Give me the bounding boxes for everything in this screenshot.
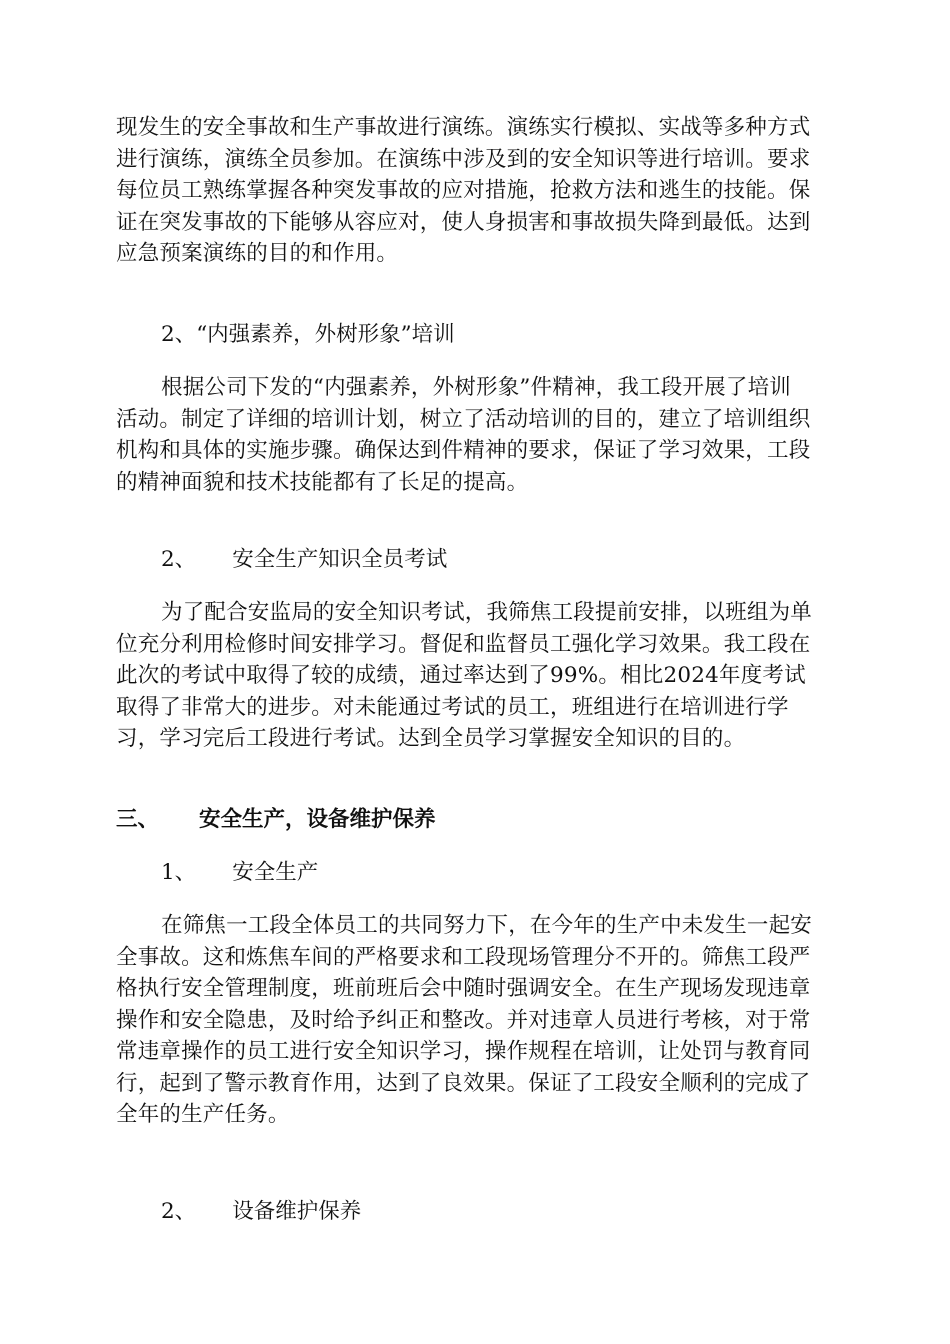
paragraph-exam xyxy=(116,597,834,755)
chapter-number: 三、 xyxy=(116,807,160,832)
text-line: 格执行安全管理制度，班前班后会中随时强调安全。在生产现场发现违章 xyxy=(116,976,811,1001)
text-line: 进行演练，演练全员参加。在演练中涉及到的安全知识等进行培训。要求 xyxy=(116,146,811,172)
text-line: 每位员工熟练掌握各种突发事故的应对措施，抢救方法和逃生的技能。保 xyxy=(116,178,811,203)
section-title: 安全生产知识全员考试 xyxy=(232,547,448,572)
section-title: 安全生产 xyxy=(232,860,319,885)
text-line: 根据公司下发的“内强素养，外树形象”件精神，我工段开展了培训 xyxy=(161,375,791,400)
section-heading-training xyxy=(161,319,455,351)
text-line: 应急预案演练的目的和作用。 xyxy=(116,241,399,266)
section-number: 1、 xyxy=(161,860,197,885)
chapter-heading-safety-maintenance xyxy=(116,804,436,836)
text-line: 机构和具体的实施步骤。确保达到件精神的要求，保证了学习效果，工段 xyxy=(116,438,811,463)
text-line: 常违章操作的员工进行安全知识学习，操作规程在培训，让处罚与教育同 xyxy=(116,1039,811,1064)
section-heading-exam xyxy=(161,544,447,576)
section-number: 2、 xyxy=(161,322,197,347)
section-number: 2、 xyxy=(161,1199,197,1224)
text-line: 操作和安全隐患，及时给予纠正和整改。并对违章人员进行考核，对于常 xyxy=(116,1007,811,1033)
text-line: 此次的考试中取得了较的成绩，通过率达到了99%。相比2024年度考试 xyxy=(116,663,806,688)
section-title: “内强素养，外树形象”培训 xyxy=(196,322,455,347)
paragraph-training xyxy=(116,372,834,498)
text-line: 全年的生产任务。 xyxy=(116,1102,290,1127)
paragraph-safe-production xyxy=(116,910,834,1131)
section-title: 设备维护保养 xyxy=(232,1199,362,1224)
section-heading-equipment-maintenance xyxy=(161,1196,361,1228)
chapter-title: 安全生产，设备维护保养 xyxy=(199,807,436,832)
text-line: 取得了非常大的进步。对未能通过考试的员工，班组进行在培训进行学 xyxy=(116,694,789,720)
section-heading-safe-production xyxy=(161,857,318,889)
text-line: 行，起到了警示教育作用，达到了良效果。保证了工段安全顺利的完成了 xyxy=(116,1070,811,1096)
paragraph-emergency-drill xyxy=(116,112,834,270)
text-line: 习，学习完后工段进行考试。达到全员学习掌握安全知识的目的。 xyxy=(116,726,746,751)
text-line: 的精神面貌和技术技能都有了长足的提高。 xyxy=(116,469,529,495)
text-line: 位充分利用检修时间安排学习。督促和监督员工强化学习效果。我工段在 xyxy=(116,631,811,657)
text-line: 证在突发事故的下能够从容应对，使人身损害和事故损失降到最低。达到 xyxy=(116,209,811,235)
text-line: 活动。制定了详细的培训计划，树立了活动培训的目的，建立了培训组织 xyxy=(116,406,811,432)
text-line: 现发生的安全事故和生产事故进行演练。演练实行模拟、实战等多种方式 xyxy=(116,115,811,140)
section-number: 2、 xyxy=(161,547,197,572)
text-line: 为了配合安监局的安全知识考试，我筛焦工段提前安排，以班组为单 xyxy=(161,600,813,625)
text-line: 全事故。这和炼焦车间的严格要求和工段现场管理分不开的。筛焦工段严 xyxy=(116,944,811,970)
text-line: 在筛焦一工段全体员工的共同努力下，在今年的生产中未发生一起安 xyxy=(161,913,813,938)
